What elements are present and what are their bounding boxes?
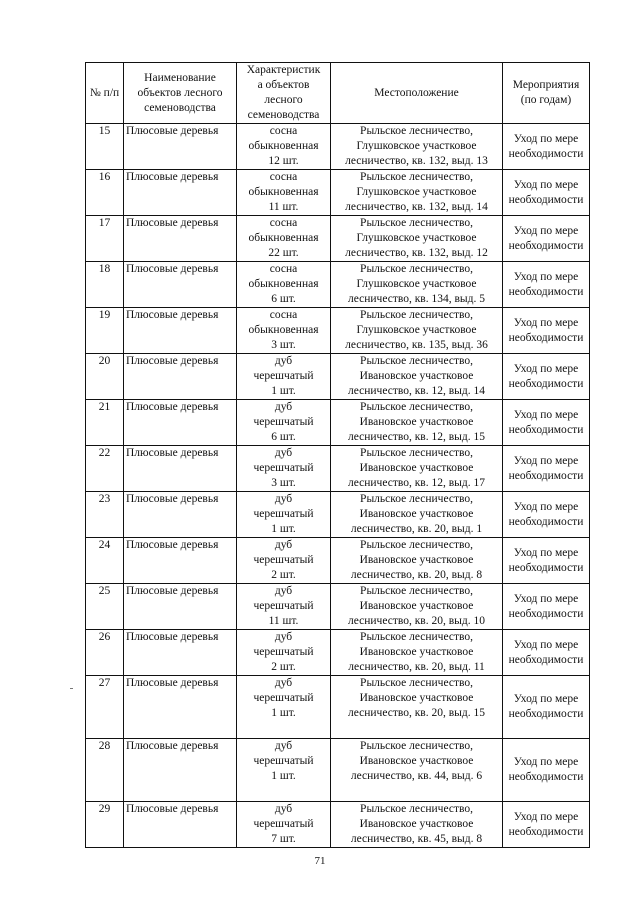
object-name-cell: Плюсовые деревья bbox=[124, 170, 237, 216]
location-line: Ивановское участковое bbox=[359, 818, 474, 830]
characteristics-line: дуб bbox=[274, 585, 293, 597]
page-number: 71 bbox=[314, 855, 326, 867]
header-char-line: а объектов bbox=[257, 79, 310, 91]
measures-cell bbox=[503, 124, 590, 170]
measures-cell bbox=[503, 739, 590, 802]
measures-line: необходимости bbox=[508, 423, 584, 436]
header-name-line: объектов лесного bbox=[137, 86, 223, 99]
row-number-cell: 15 bbox=[86, 124, 124, 170]
measures-line: необходимости bbox=[508, 239, 584, 252]
row-number-cell: 28 bbox=[86, 739, 124, 802]
row-number-cell: 24 bbox=[86, 538, 124, 584]
table-row bbox=[86, 739, 590, 802]
object-name-cell: Плюсовые деревья bbox=[124, 630, 237, 676]
characteristics-line: 11 шт. bbox=[268, 201, 299, 213]
characteristics-cell bbox=[237, 630, 331, 676]
characteristics-line: обыкновенная bbox=[248, 278, 319, 290]
table-header-row bbox=[86, 63, 590, 124]
row-number-cell: 25 bbox=[86, 584, 124, 630]
measures-cell bbox=[503, 630, 590, 676]
characteristics-line: дуб bbox=[274, 401, 293, 413]
location-line: Рыльское лесничество, bbox=[360, 539, 473, 551]
characteristics-cell bbox=[237, 802, 331, 848]
characteristics-cell bbox=[237, 262, 331, 308]
characteristics-line: сосна bbox=[269, 125, 298, 137]
measures-line: необходимости bbox=[508, 469, 584, 482]
table-row bbox=[86, 584, 590, 630]
characteristics-line: 1 шт. bbox=[271, 523, 296, 535]
location-cell bbox=[331, 170, 503, 216]
location-line: Ивановское участковое bbox=[359, 554, 474, 566]
header-location: Местоположение bbox=[331, 63, 503, 124]
measures-line: Уход по мере bbox=[513, 500, 579, 513]
characteristics-line: сосна bbox=[269, 171, 298, 183]
location-cell bbox=[331, 584, 503, 630]
table-row bbox=[86, 630, 590, 676]
characteristics-line: 11 шт. bbox=[268, 615, 299, 627]
characteristics-line: 2 шт. bbox=[271, 569, 296, 581]
location-line: Рыльское лесничество, bbox=[360, 401, 473, 413]
characteristics-line: дуб bbox=[274, 493, 293, 505]
location-line: Ивановское участковое bbox=[359, 508, 474, 520]
measures-line: Уход по мере bbox=[513, 408, 579, 421]
characteristics-line: дуб bbox=[274, 677, 293, 689]
location-cell bbox=[331, 308, 503, 354]
characteristics-line: черешчатый bbox=[253, 818, 314, 830]
measures-line: необходимости bbox=[508, 285, 584, 298]
location-line: лесничество, кв. 132, выд. 12 bbox=[345, 247, 488, 259]
characteristics-line: 3 шт. bbox=[271, 477, 296, 489]
row-number-cell: 22 bbox=[86, 446, 124, 492]
characteristics-line: 3 шт. bbox=[271, 339, 296, 351]
measures-cell bbox=[503, 802, 590, 848]
table-row bbox=[86, 676, 590, 739]
location-line: Рыльское лесничество, bbox=[360, 355, 473, 367]
location-line: Рыльское лесничество, bbox=[360, 631, 473, 643]
measures-line: необходимости bbox=[508, 377, 584, 390]
characteristics-cell bbox=[237, 739, 331, 802]
characteristics-cell bbox=[237, 400, 331, 446]
measures-cell bbox=[503, 676, 590, 739]
location-line: лесничество, кв. 135, выд. 36 bbox=[345, 339, 488, 351]
row-number-cell: 16 bbox=[86, 170, 124, 216]
location-cell bbox=[331, 676, 503, 739]
location-line: Рыльское лесничество, bbox=[360, 125, 473, 137]
characteristics-line: обыкновенная bbox=[248, 324, 319, 336]
characteristics-cell bbox=[237, 170, 331, 216]
location-line: лесничество, кв. 12, выд. 17 bbox=[348, 477, 485, 489]
measures-line: Уход по мере bbox=[513, 810, 579, 823]
characteristics-line: 6 шт. bbox=[271, 431, 296, 443]
location-cell bbox=[331, 400, 503, 446]
characteristics-cell bbox=[237, 354, 331, 400]
characteristics-line: 1 шт. bbox=[271, 385, 296, 397]
object-name-cell: Плюсовые деревья bbox=[124, 446, 237, 492]
characteristics-line: 12 шт. bbox=[268, 155, 299, 167]
location-line: лесничество, кв. 45, выд. 8 bbox=[350, 833, 483, 845]
header-measures bbox=[503, 63, 590, 124]
measures-line: Уход по мере bbox=[513, 693, 579, 705]
measures-line: необходимости bbox=[508, 193, 584, 206]
header-num: № п/п bbox=[86, 63, 124, 124]
location-line: Глушковское участковое bbox=[356, 232, 477, 244]
location-cell bbox=[331, 538, 503, 584]
measures-cell bbox=[503, 446, 590, 492]
measures-line: Уход по мере bbox=[513, 546, 579, 559]
measures-cell bbox=[503, 400, 590, 446]
characteristics-line: сосна bbox=[269, 309, 298, 321]
characteristics-line: дуб bbox=[274, 539, 293, 551]
characteristics-cell bbox=[237, 216, 331, 262]
location-cell bbox=[331, 354, 503, 400]
location-line: Ивановское участковое bbox=[359, 646, 474, 658]
object-name-cell: Плюсовые деревья bbox=[124, 676, 237, 739]
location-cell bbox=[331, 492, 503, 538]
location-cell bbox=[331, 630, 503, 676]
measures-line: Уход по мере bbox=[513, 756, 579, 768]
row-number-cell: 27 bbox=[86, 676, 124, 739]
row-number-cell: 17 bbox=[86, 216, 124, 262]
measures-line: Уход по мере bbox=[513, 638, 579, 651]
table-row bbox=[86, 124, 590, 170]
location-line: Глушковское участковое bbox=[356, 324, 477, 336]
location-line: лесничество, кв. 20, выд. 15 bbox=[348, 707, 485, 719]
location-line: лесничество, кв. 132, выд. 14 bbox=[345, 201, 488, 213]
measures-cell bbox=[503, 262, 590, 308]
location-line: Рыльское лесничество, bbox=[360, 677, 473, 689]
object-name-cell: Плюсовые деревья bbox=[124, 216, 237, 262]
location-line: Рыльское лесничество, bbox=[360, 493, 473, 505]
characteristics-cell bbox=[237, 538, 331, 584]
location-line: Ивановское участковое bbox=[359, 462, 474, 474]
location-cell bbox=[331, 262, 503, 308]
object-name-cell: Плюсовые деревья bbox=[124, 739, 237, 802]
location-line: Ивановское участковое bbox=[359, 755, 474, 767]
characteristics-cell bbox=[237, 124, 331, 170]
characteristics-line: черешчатый bbox=[253, 692, 314, 704]
row-number-cell: 18 bbox=[86, 262, 124, 308]
measures-line: необходимости bbox=[508, 825, 584, 838]
measures-cell bbox=[503, 170, 590, 216]
location-line: лесничество, кв. 20, выд. 8 bbox=[350, 569, 483, 581]
header-measures-line: (по годам) bbox=[520, 94, 572, 106]
measures-cell bbox=[503, 308, 590, 354]
location-line: лесничество, кв. 12, выд. 15 bbox=[348, 431, 485, 443]
measures-line: Уход по мере bbox=[513, 178, 579, 191]
measures-line: Уход по мере bbox=[513, 270, 579, 283]
object-name-cell: Плюсовые деревья bbox=[124, 538, 237, 584]
header-char-line: семеноводства bbox=[247, 109, 320, 121]
scan-speck bbox=[70, 688, 73, 689]
row-number-cell: 21 bbox=[86, 400, 124, 446]
measures-line: необходимости bbox=[508, 607, 584, 620]
characteristics-line: 1 шт. bbox=[271, 770, 296, 782]
measures-line: Уход по мере bbox=[513, 362, 579, 375]
header-name-line: Наименование bbox=[144, 71, 216, 84]
characteristics-cell bbox=[237, 676, 331, 739]
characteristics-line: сосна bbox=[269, 217, 298, 229]
characteristics-line: 2 шт. bbox=[271, 661, 296, 673]
characteristics-line: дуб bbox=[274, 447, 293, 459]
object-name-cell: Плюсовые деревья bbox=[124, 308, 237, 354]
table-row bbox=[86, 802, 590, 848]
location-line: Рыльское лесничество, bbox=[360, 171, 473, 183]
location-line: Рыльское лесничество, bbox=[360, 803, 473, 815]
characteristics-line: обыкновенная bbox=[248, 186, 319, 198]
measures-cell bbox=[503, 538, 590, 584]
header-name-line: семеноводства bbox=[144, 101, 216, 114]
header-name bbox=[124, 63, 237, 124]
characteristics-line: черешчатый bbox=[253, 416, 314, 428]
object-name-cell: Плюсовые деревья bbox=[124, 262, 237, 308]
location-line: Ивановское участковое bbox=[359, 416, 474, 428]
table-row bbox=[86, 308, 590, 354]
characteristics-line: дуб bbox=[274, 740, 293, 752]
characteristics-line: дуб bbox=[274, 355, 293, 367]
measures-line: необходимости bbox=[508, 331, 584, 344]
characteristics-line: дуб bbox=[274, 803, 293, 815]
characteristics-line: черешчатый bbox=[253, 600, 314, 612]
characteristics-line: обыкновенная bbox=[248, 140, 319, 152]
characteristics-line: обыкновенная bbox=[248, 232, 319, 244]
measures-cell bbox=[503, 492, 590, 538]
characteristics-line: 7 шт. bbox=[271, 833, 296, 845]
header-char-line: Характеристик bbox=[246, 64, 321, 76]
measures-line: Уход по мере bbox=[513, 224, 579, 237]
location-line: лесничество, кв. 12, выд. 14 bbox=[348, 385, 485, 397]
measures-line: Уход по мере bbox=[513, 454, 579, 467]
row-number-cell: 19 bbox=[86, 308, 124, 354]
location-line: Глушковское участковое bbox=[356, 278, 477, 290]
table-row bbox=[86, 538, 590, 584]
characteristics-line: сосна bbox=[269, 263, 298, 275]
characteristics-cell bbox=[237, 584, 331, 630]
table-row bbox=[86, 354, 590, 400]
characteristics-line: 22 шт. bbox=[268, 247, 299, 259]
object-name-cell: Плюсовые деревья bbox=[124, 492, 237, 538]
measures-line: необходимости bbox=[508, 771, 584, 783]
measures-line: необходимости bbox=[508, 561, 584, 574]
header-characteristics bbox=[237, 63, 331, 124]
characteristics-cell bbox=[237, 308, 331, 354]
characteristics-line: дуб bbox=[274, 631, 293, 643]
location-line: Рыльское лесничество, bbox=[360, 447, 473, 459]
table-row bbox=[86, 400, 590, 446]
characteristics-cell bbox=[237, 446, 331, 492]
characteristics-line: 6 шт. bbox=[271, 293, 296, 305]
location-line: лесничество, кв. 20, выд. 11 bbox=[348, 661, 485, 673]
header-measures-line: Мероприятия bbox=[512, 79, 580, 91]
location-line: Рыльское лесничество, bbox=[360, 740, 473, 752]
table-row bbox=[86, 170, 590, 216]
location-line: Рыльское лесничество, bbox=[360, 309, 473, 321]
location-cell bbox=[331, 739, 503, 802]
location-line: Ивановское участковое bbox=[359, 692, 474, 704]
measures-cell bbox=[503, 584, 590, 630]
location-cell bbox=[331, 446, 503, 492]
object-name-cell: Плюсовые деревья bbox=[124, 400, 237, 446]
location-cell bbox=[331, 124, 503, 170]
location-line: лесничество, кв. 44, выд. 6 bbox=[350, 770, 483, 782]
location-line: Ивановское участковое bbox=[359, 600, 474, 612]
measures-line: необходимости bbox=[508, 147, 584, 160]
characteristics-line: черешчатый bbox=[253, 755, 314, 767]
location-line: лесничество, кв. 20, выд. 10 bbox=[348, 615, 485, 627]
location-line: лесничество, кв. 134, выд. 5 bbox=[348, 293, 485, 305]
table-row bbox=[86, 492, 590, 538]
characteristics-cell bbox=[237, 492, 331, 538]
location-line: лесничество, кв. 132, выд. 13 bbox=[345, 155, 488, 167]
row-number-cell: 20 bbox=[86, 354, 124, 400]
characteristics-line: черешчатый bbox=[253, 462, 314, 474]
characteristics-line: черешчатый bbox=[253, 370, 314, 382]
location-cell bbox=[331, 802, 503, 848]
location-line: Глушковское участковое bbox=[356, 140, 477, 152]
forest-seed-objects-table bbox=[85, 62, 590, 848]
measures-cell bbox=[503, 354, 590, 400]
measures-line: необходимости bbox=[508, 708, 584, 720]
location-line: Ивановское участковое bbox=[359, 370, 474, 382]
object-name-cell: Плюсовые деревья bbox=[124, 124, 237, 170]
object-name-cell: Плюсовые деревья bbox=[124, 354, 237, 400]
location-line: Рыльское лесничество, bbox=[360, 585, 473, 597]
measures-line: необходимости bbox=[508, 653, 584, 666]
location-cell bbox=[331, 216, 503, 262]
characteristics-line: черешчатый bbox=[253, 554, 314, 566]
row-number-cell: 26 bbox=[86, 630, 124, 676]
header-char-line: лесного bbox=[264, 94, 303, 106]
location-line: Рыльское лесничество, bbox=[360, 263, 473, 275]
location-line: Глушковское участковое bbox=[356, 186, 477, 198]
table-body bbox=[86, 124, 590, 848]
measures-line: Уход по мере bbox=[513, 316, 579, 329]
characteristics-line: 1 шт. bbox=[271, 707, 296, 719]
row-number-cell: 23 bbox=[86, 492, 124, 538]
measures-line: необходимости bbox=[508, 515, 584, 528]
object-name-cell: Плюсовые деревья bbox=[124, 584, 237, 630]
measures-line: Уход по мере bbox=[513, 132, 579, 145]
table-row bbox=[86, 262, 590, 308]
object-name-cell: Плюсовые деревья bbox=[124, 802, 237, 848]
location-line: Рыльское лесничество, bbox=[360, 217, 473, 229]
measures-line: Уход по мере bbox=[513, 592, 579, 605]
table-row bbox=[86, 216, 590, 262]
row-number-cell: 29 bbox=[86, 802, 124, 848]
table-row bbox=[86, 446, 590, 492]
characteristics-line: черешчатый bbox=[253, 508, 314, 520]
characteristics-line: черешчатый bbox=[253, 646, 314, 658]
location-line: лесничество, кв. 20, выд. 1 bbox=[350, 523, 483, 535]
measures-cell bbox=[503, 216, 590, 262]
